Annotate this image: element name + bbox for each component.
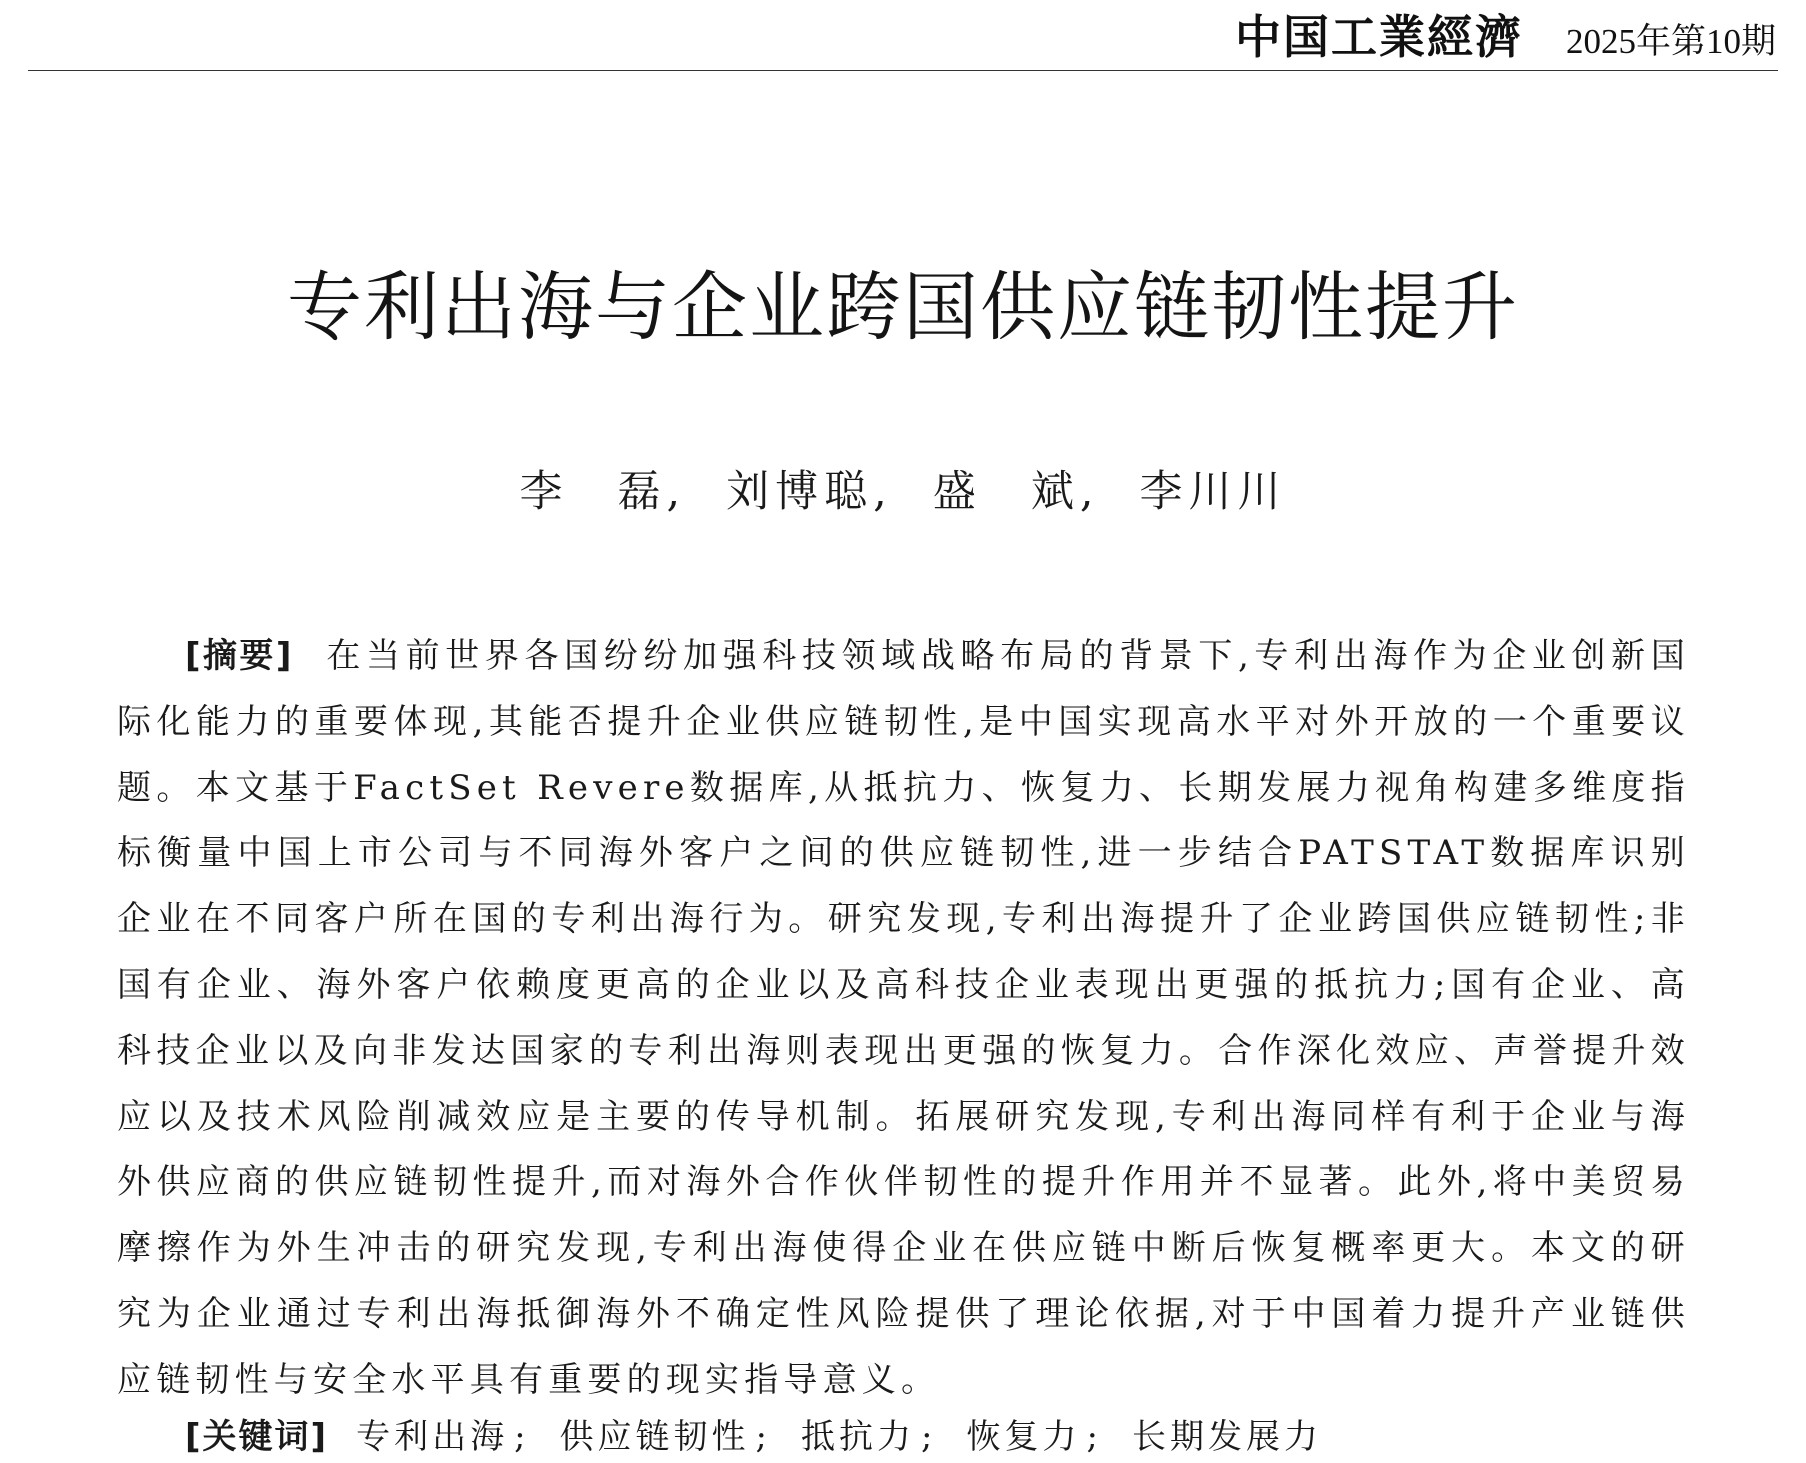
- author-name: 李 磊: [519, 467, 667, 517]
- keyword: 长期发展力: [1131, 1417, 1322, 1457]
- keyword: 恢复力: [966, 1417, 1081, 1457]
- author-separator: ,: [873, 467, 893, 517]
- article-title: 专利出海与企业跨国供应链韧性提升: [286, 263, 1519, 351]
- keywords: [117, 1411, 1690, 1463]
- running-header: [28, 0, 1778, 71]
- author-name: 盛 斌: [932, 467, 1080, 517]
- keyword-separator: ;: [921, 1417, 937, 1457]
- abstract-paragraph: [117, 624, 1690, 1414]
- journal-name: 中国工業經濟: [1235, 10, 1523, 64]
- abstract: [117, 624, 1690, 1414]
- keyword-separator: ;: [1086, 1417, 1102, 1457]
- keyword: 专利出海: [356, 1417, 509, 1457]
- keywords-label: [关键词]: [185, 1417, 329, 1457]
- keyword: 供应链韧性: [559, 1417, 750, 1457]
- issue-number: 2025年第10期: [1565, 22, 1776, 61]
- keyword-separator: ;: [514, 1417, 530, 1457]
- keyword-separator: ;: [755, 1417, 772, 1457]
- author-separator: ,: [666, 467, 687, 517]
- author-list: [0, 462, 1806, 522]
- author-separator: ,: [1079, 467, 1100, 517]
- abstract-text: 在当前世界各国纷纷加强科技领域战略布局的背景下,专利出海作为企业创新国际化能力的重要体现,其能否提升企业供应链韧性,是中国实现高水平对外开放的一个重要议题。本文基于FactSet Revere数据库,从抵抗力、恢复力、长期发展力视角构建多维度指标衡量中国上市公司与不同海外客户之间的供应链韧性,进一步结合PATSTAT数据库识别企业在不同客户所在国的专利出海行为。研究发现,专利出海提升了企业跨国供应链韧性;非国有企业、海外客户依赖度更高的企业以及高科技企业表现出更强的抵抗力;国有企业、高科技企业以及向非发达国家的专利出海则表现出更强的恢复力。合作深化效应、声誉提升效应以及技术风险削减效应是主要的传导机制。拓展研究发现,专利出海同样有利于企业与海外供应商的供应链韧性提升,而对海外合作伙伴韧性的提升作用并不显著。此外,将中美贸易摩擦作为外生冲击的研究发现,专利出海使得企业在供应链中断后恢复概率更大。本文的研究为企业通过专利出海抵御海外不确定性风险提供了理论依据,对于中国着力提升产业链供应链韧性与安全水平具有重要的现实指导意义。: [117, 636, 1691, 1400]
- abstract-label: [摘要]: [185, 636, 294, 676]
- author-name: 李川川: [1139, 467, 1287, 517]
- keyword: 抵抗力: [801, 1417, 916, 1457]
- author-name: 刘博聪: [726, 467, 874, 517]
